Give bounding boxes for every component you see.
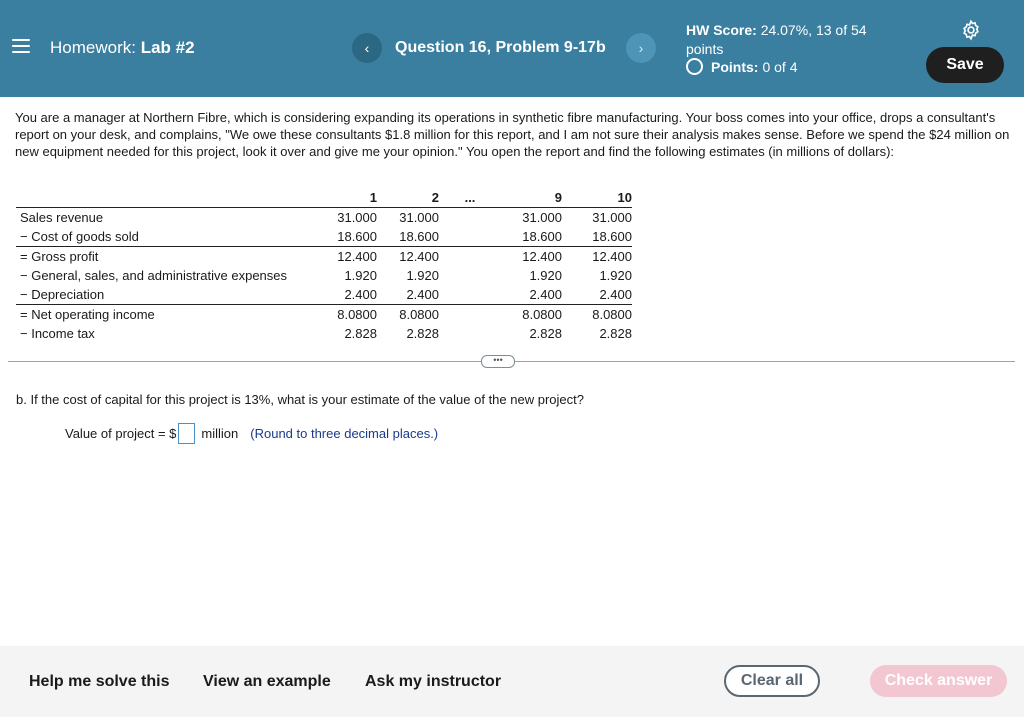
row-label: − Cost of goods sold <box>20 229 139 244</box>
table-cell <box>439 227 501 247</box>
table-cell: 12.400 <box>562 247 632 267</box>
row-label: − Income tax <box>20 326 95 341</box>
table-cell <box>439 266 501 285</box>
table-cell: 1.920 <box>599 268 632 283</box>
chevron-right-icon: › <box>638 40 644 56</box>
homework-name: Lab #2 <box>140 38 195 57</box>
table-row <box>16 227 632 247</box>
table-cell: 8.0800 <box>562 305 632 325</box>
table-cell <box>439 208 501 228</box>
chevron-left-icon: ‹ <box>364 40 370 56</box>
table-cell: 8.0800 <box>320 305 377 325</box>
next-question-button[interactable] <box>626 33 656 63</box>
table-row <box>16 305 632 325</box>
table-cell: 1.920 <box>344 268 377 283</box>
points-value: 0 of 4 <box>762 58 798 75</box>
homework-label: Homework: <box>50 38 136 57</box>
table-row <box>16 285 632 305</box>
table-cell <box>439 305 501 325</box>
table-header-row <box>16 187 632 208</box>
row-label: Sales revenue <box>16 208 320 228</box>
column-header: 9 <box>554 189 562 205</box>
row-label: − General, sales, and administrative expenses <box>20 268 288 283</box>
table-cell <box>439 324 501 343</box>
menu-icon[interactable] <box>12 39 30 55</box>
value-of-project-input[interactable] <box>178 423 195 444</box>
help-me-solve-button[interactable]: Help me solve this <box>29 673 170 690</box>
table-cell: 2.400 <box>344 287 377 302</box>
row-label: = Net operating income <box>16 305 320 325</box>
header-label-cell <box>16 187 320 208</box>
gear-icon[interactable] <box>960 19 982 41</box>
table-cell <box>439 247 501 267</box>
rounding-instruction: (Round to three decimal places.) <box>250 426 439 441</box>
hw-score-unit: points <box>686 41 724 57</box>
question-title: Question 16, Problem 9-17b <box>395 39 606 56</box>
previous-question-button[interactable] <box>352 33 382 63</box>
answer-unit: million <box>201 426 239 441</box>
table-cell: 18.600 <box>592 229 632 244</box>
table-cell: 12.400 <box>501 247 562 267</box>
table-cell: 2.828 <box>529 326 562 341</box>
column-header: 2 <box>431 189 439 205</box>
table-cell: 18.600 <box>522 229 562 244</box>
table-cell: 2.400 <box>599 287 632 302</box>
table-row <box>16 266 632 285</box>
table-cell: 31.000 <box>562 208 632 228</box>
hw-score <box>686 21 867 59</box>
table-cell: 12.400 <box>320 247 377 267</box>
column-header: 10 <box>617 189 632 205</box>
table-row <box>16 247 632 267</box>
ask-instructor-button[interactable]: Ask my instructor <box>365 673 502 690</box>
financial-table <box>16 187 632 343</box>
table-cell: 1.920 <box>529 268 562 283</box>
points-status <box>686 58 797 75</box>
column-header: ... <box>464 189 476 205</box>
answer-prefix: Value of project = $ <box>65 426 177 441</box>
table-row <box>16 324 632 343</box>
table-row <box>16 208 632 228</box>
row-label: = Gross profit <box>16 247 320 267</box>
table-cell: 2.400 <box>406 287 439 302</box>
points-circle-icon <box>686 58 703 75</box>
hw-score-value: 24.07%, 13 of 54 <box>760 22 867 38</box>
top-header <box>0 0 1024 97</box>
table-cell: 8.0800 <box>377 305 439 325</box>
table-cell: 18.600 <box>337 229 377 244</box>
table-cell: 8.0800 <box>501 305 562 325</box>
bottom-toolbar <box>0 646 1024 717</box>
clear-all-button[interactable]: Clear all <box>724 665 820 697</box>
table-cell: 31.000 <box>501 208 562 228</box>
check-answer-button[interactable]: Check answer <box>870 665 1007 697</box>
table-cell: 2.828 <box>406 326 439 341</box>
answer-row <box>65 423 438 444</box>
save-button[interactable]: Save <box>926 47 1004 83</box>
table-cell <box>439 285 501 305</box>
table-cell: 2.828 <box>599 326 632 341</box>
table-cell: 1.920 <box>406 268 439 283</box>
problem-intro: You are a manager at Northern Fibre, which is considering expanding its operations in synthetic fibre manufacturing. Your boss comes into your office, drops a consultant's report on your desk, and complains, "We owe these consultants $1.8 million for this report, and I am not sure their analysis makes sense. Before we spend the $24 million on new equipment needed for this project, look it over and give me your opinion." You open the report and find the following estimates (in millions of dollars): <box>15 110 1010 159</box>
question-part-b: b. If the cost of capital for this project is 13%, what is your estimate of the value of the new project? <box>16 392 584 407</box>
table-cell: 31.000 <box>377 208 439 228</box>
homework-title <box>50 38 195 58</box>
table-cell: 18.600 <box>399 229 439 244</box>
table-cell: 12.400 <box>377 247 439 267</box>
expand-more-button[interactable]: ••• <box>481 355 515 368</box>
row-label: − Depreciation <box>20 287 105 302</box>
hw-score-label: HW Score: <box>686 22 757 38</box>
column-header: 1 <box>369 189 377 205</box>
table-cell: 2.400 <box>529 287 562 302</box>
points-label: Points: <box>711 58 759 75</box>
view-example-button[interactable]: View an example <box>203 673 331 690</box>
table-cell: 31.000 <box>320 208 377 228</box>
table-cell: 2.828 <box>344 326 377 341</box>
